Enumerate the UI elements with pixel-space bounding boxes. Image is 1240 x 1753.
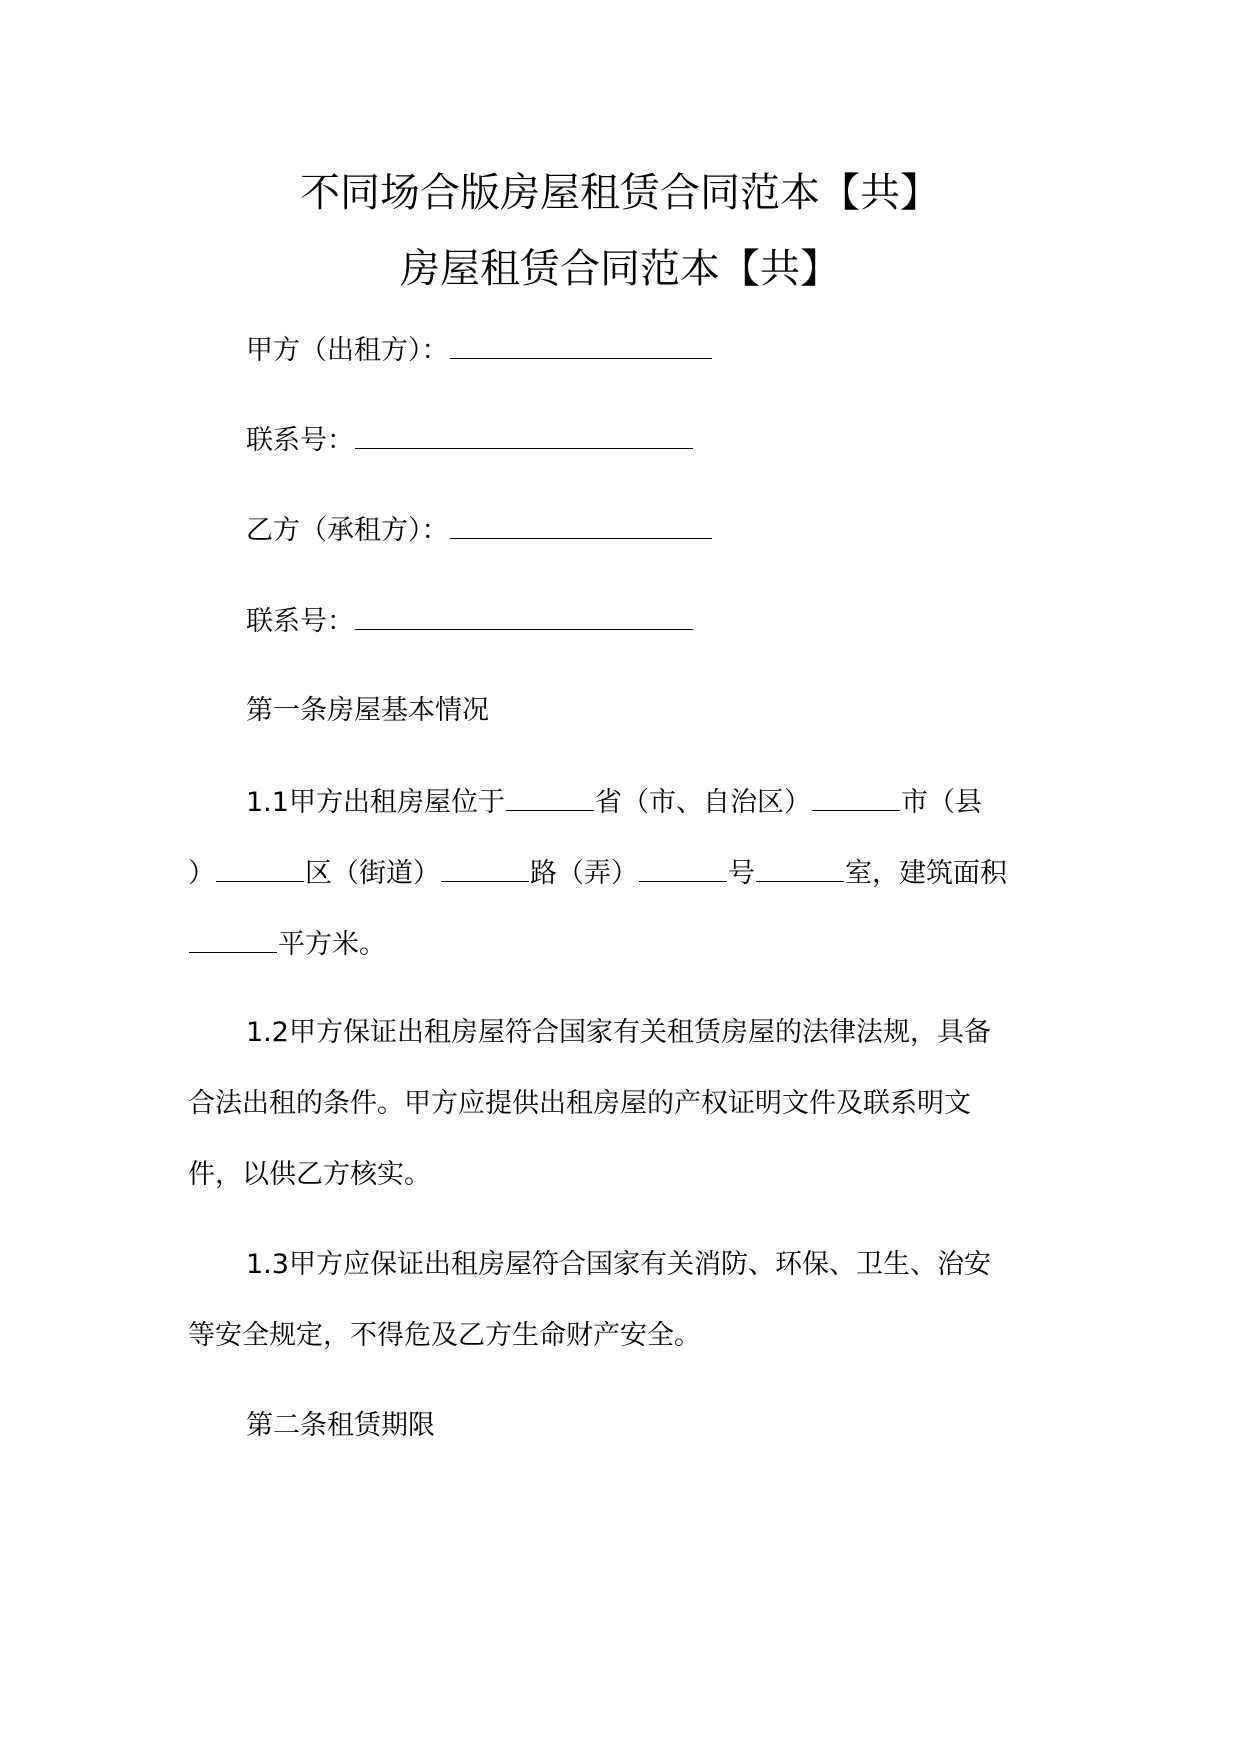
- party-a-label: 甲方（出租方）：: [246, 335, 449, 366]
- document-subtitle: 房屋租赁合同范本【共】: [400, 246, 840, 292]
- clause-1-1-text: 平方米。: [278, 929, 386, 960]
- party-a-blank: [450, 332, 712, 359]
- clause-1-1-text: 路（弄）: [530, 858, 638, 889]
- clause-1-3-line-2: 等安全规定，不得危及乙方生命财产安全。: [188, 1320, 701, 1351]
- room-blank: [756, 855, 844, 882]
- district-blank: [216, 855, 304, 882]
- clause-1-1-line-1: [246, 784, 982, 821]
- clause-1-1-text: 号: [728, 858, 755, 889]
- clause-1-2-line-1: 1.2甲方保证出租房屋符合国家有关租赁房屋的法律法规，具备: [246, 1017, 991, 1048]
- phone-row-1: [246, 422, 694, 459]
- clause-1-1-text: 室，建筑面积: [845, 858, 1007, 889]
- party-b-label: 乙方（承租方）：: [246, 515, 449, 546]
- clause-1-1-text: ）: [188, 858, 215, 889]
- clause-1-1-text: 1.1甲方出租房屋位于: [246, 787, 505, 818]
- area-blank: [189, 926, 277, 953]
- clause-1-3-line-1: 1.3甲方应保证出租房屋符合国家有关消防、环保、卫生、治安: [246, 1249, 991, 1280]
- document-title: 不同场合版房屋租赁合同范本【共】: [300, 170, 940, 216]
- clause-1-1-line-2: [188, 855, 1007, 892]
- road-blank: [441, 855, 529, 882]
- phone-label-2: 联系号：: [246, 606, 354, 637]
- article-2-heading: 第二条租赁期限: [246, 1410, 435, 1441]
- city-blank: [812, 784, 900, 811]
- party-a-row: [246, 332, 713, 369]
- party-b-row: [246, 512, 713, 549]
- phone-label-1: 联系号：: [246, 425, 354, 456]
- clause-1-1-text: 省（市、自治区）: [594, 787, 811, 818]
- phone-blank-1: [355, 422, 693, 449]
- clause-1-2-line-2: 合法出租的条件。甲方应提供出租房屋的产权证明文件及联系明文: [188, 1088, 971, 1119]
- clause-1-2-line-3: 件，以供乙方核实。: [188, 1159, 431, 1190]
- clause-1-1-text: 区（街道）: [305, 858, 440, 889]
- number-blank: [639, 855, 727, 882]
- party-b-blank: [450, 512, 712, 539]
- article-1-heading: 第一条房屋基本情况: [246, 695, 489, 726]
- clause-1-1-text: 市（县: [900, 787, 982, 818]
- phone-blank-2: [355, 603, 693, 630]
- clause-1-1-line-3: [188, 926, 386, 963]
- province-blank: [506, 784, 594, 811]
- phone-row-2: [246, 603, 694, 640]
